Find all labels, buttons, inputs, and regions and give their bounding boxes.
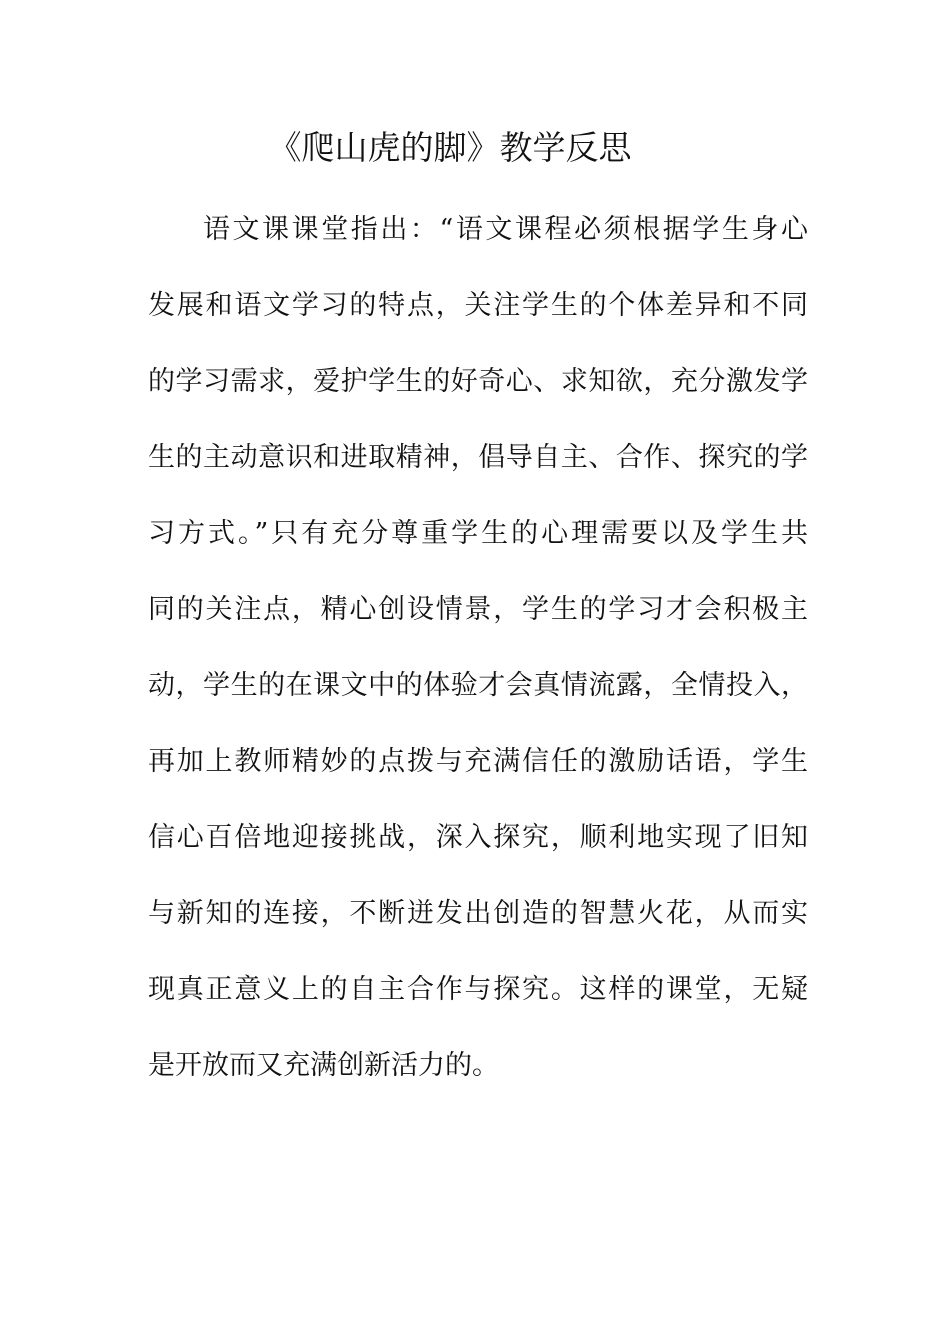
paragraph-line: 生的主动意识和进取精神，倡导自主、合作、探究的学 [148, 442, 808, 473]
paragraph-line: 与新知的连接，不断迸发出创造的智慧火花，从而实 [148, 898, 808, 929]
paragraph-line: 习方式。”只有充分尊重学生的心理需要以及学生共 [148, 518, 808, 549]
paragraph-line: 信心百倍地迎接挑战，深入探究，顺利地实现了旧知 [148, 822, 808, 853]
paragraph-line: 动，学生的在课文中的体验才会真情流露，全情投入， [148, 670, 808, 701]
body-paragraph [148, 192, 808, 1104]
paragraph-line: 现真正意义上的自主合作与探究。这样的课堂，无疑 [148, 974, 808, 1005]
paragraph-line: 语文课课堂指出：“语文课程必须根据学生身心 [203, 214, 808, 245]
paragraph-line: 再加上教师精妙的点拨与充满信任的激励话语，学生 [148, 746, 808, 777]
paragraph-line: 的学习需求，爱护学生的好奇心、求知欲，充分激发学 [148, 366, 808, 397]
document-title: 《爬山虎的脚》教学反思 [268, 128, 632, 167]
paragraph-line: 发展和语文学习的特点，关注学生的个体差异和不同 [148, 290, 808, 321]
paragraph-line: 同的关注点，精心创设情景，学生的学习才会积极主 [148, 594, 808, 625]
paragraph-line: 是开放而又充满创新活力的。 [148, 1050, 499, 1081]
